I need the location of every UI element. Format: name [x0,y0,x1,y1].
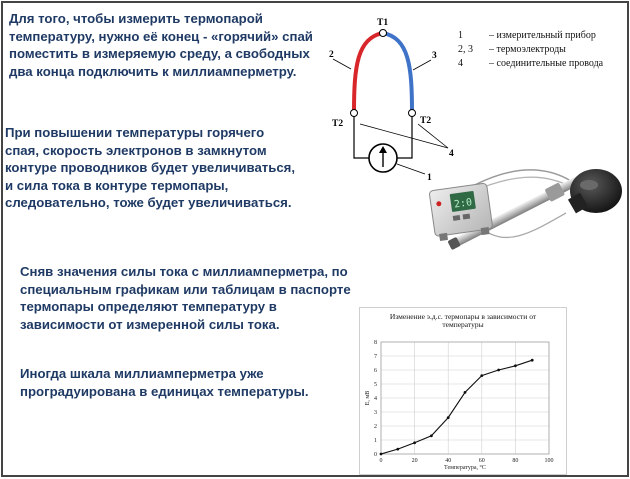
ammeter-icon [369,144,397,172]
label-4: 4 [449,149,454,159]
paragraph-reading: Сняв значения силы тока с миллиамперметра, по специальным графикам или таблицам в паспорте термопары определяют температуру в зависимости от измеренной силы тока. [20,264,351,332]
y-tick-label: 7 [374,354,377,360]
label-1: 1 [427,173,432,183]
paragraph-measure: Для того, чтобы измерить термопарой температуру, нужно её конец - «горячий» спай поместить в измеряемую среду, а свободных два конца подключить к миллиамперметру. [9,11,313,79]
legend-num-1: 1 [458,30,463,41]
thermocouple-device-photo [411,133,629,303]
y-tick-label: 6 [374,368,377,374]
thermoelectrode-right [383,33,412,112]
label-3: 3 [432,51,437,61]
y-tick-label: 1 [374,438,377,444]
x-tick-label: 100 [544,458,554,464]
legend-num-2: 2, 3 [458,44,473,55]
hot-junction [380,30,387,37]
chart-title-line2: температуры [442,320,484,329]
x-tick-label: 0 [379,458,383,464]
data-point [380,453,383,456]
legend [458,30,604,69]
y-tick-label: 4 [374,396,377,402]
thermoelectrode-left [354,33,383,112]
data-point [447,416,450,419]
device-screen-value: 2:0 [453,197,473,211]
legend-text-3: – соединительные провода [489,58,604,69]
data-point [464,391,467,394]
paragraph-scale: Иногда шкала миллиамперметра уже проградуирована в единицах температуры. [20,366,309,399]
data-point [413,441,416,444]
x-tick-label: 40 [445,458,452,464]
y-tick-label: 8 [374,340,377,346]
x-axis-label: Температура, °С [444,465,486,471]
data-point [396,448,399,451]
legend-text-2: – термоэлектроды [489,44,566,55]
label-2: 2 [329,50,334,60]
legend-num-3: 4 [458,58,463,69]
data-point [497,369,500,372]
x-tick-label: 60 [478,458,485,464]
y-tick-label: 0 [374,452,377,458]
emf-chart-frame [359,307,567,475]
cold-junction-right [409,110,416,117]
label-t2-left: T2 [332,119,344,129]
data-point [514,364,517,367]
x-tick-label: 20 [411,458,418,464]
y-axis-label: E, мВ [365,390,371,406]
chart-title-line1: Изменение э.д.с. термопары в зависимости от [389,312,537,321]
data-point [480,374,483,377]
y-tick-label: 2 [374,424,377,430]
data-point [430,434,433,437]
emf-temperature-chart [360,308,566,474]
legend-text-1: – измерительный прибор [489,30,596,41]
label-t2-right: T2 [420,116,432,126]
label-t1: T1 [377,18,389,28]
x-tick-label: 80 [512,458,519,464]
slide [1,1,629,477]
data-point [531,359,534,362]
y-tick-label: 5 [374,382,377,388]
paragraph-heating: При повышении температуры горячего спая, скорость электронов в замкнутом контуре проводников будет увеличиваться, и сила тока в контуре термопары, следовательно, тоже будет увеличиваться. [5,125,296,210]
y-tick-label: 3 [374,410,377,416]
cold-junction-left [351,110,358,117]
